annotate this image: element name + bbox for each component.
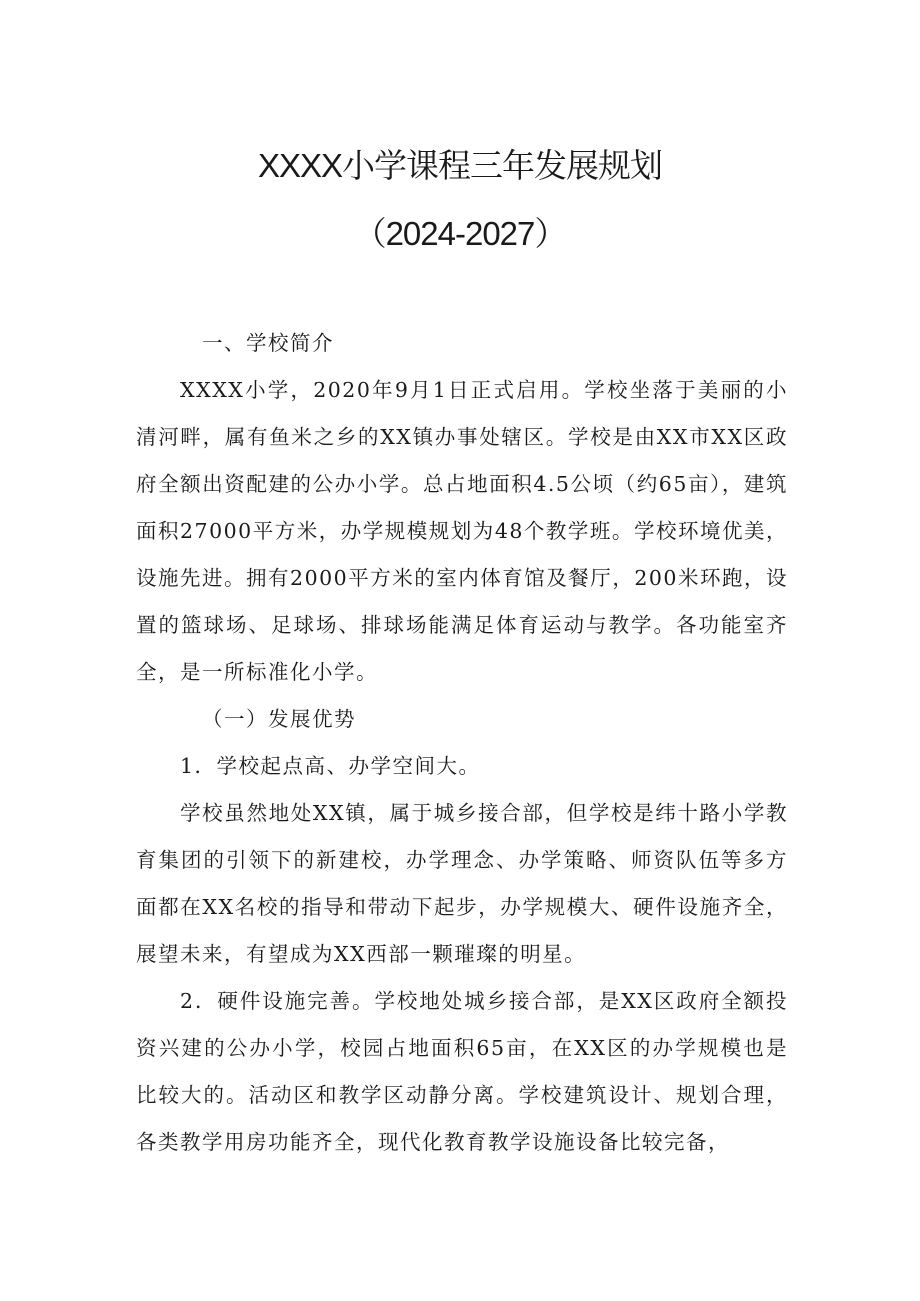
document-subtitle: （2024-2027） bbox=[353, 215, 567, 252]
document-body bbox=[136, 320, 788, 1166]
section-heading: 一、学校简介 bbox=[202, 331, 334, 355]
point-1-body: 学校虽然地处XX镇，属于城乡接合部，但学校是纬十路小学教育集团的引领下的新建校，办学理念、办学策略、师资队伍等多方面都在XX名校的指导和带动下起步，办学规模大、硬件设施齐全，展望未来，有望成为XX西部一颗璀璨的明星。 bbox=[136, 801, 788, 966]
point-1-title: 1．学校起点高、办学空间大。 bbox=[180, 754, 481, 778]
document-title: XXXX小学课程三年发展规划 bbox=[257, 147, 663, 184]
point-2-paragraph: 2．硬件设施完善。学校地处城乡接合部，是XX区政府全额投资兴建的公办小学，校园占地面积65亩，在XX区的办学规模也是比较大的。活动区和教学区动静分离。学校建筑设计、规划合理，各类教学用房功能齐全，现代化教育教学设施设备比较完备， bbox=[136, 989, 788, 1154]
subsection-heading: （一）发展优势 bbox=[202, 707, 356, 731]
intro-paragraph: XXXX小学，2020年9月1日正式启用。学校坐落于美丽的小清河畔，属有鱼米之乡的XX镇办事处辖区。学校是由XX市XX区政府全额出资配建的公办小学。总占地面积4.5公顷（约65亩），建筑面积27000平方米，办学规模规划为48个教学班。学校环境优美，设施先进。拥有2000平方米的室内体育馆及餐厅，200米环跑，设置的篮球场、足球场、排球场能满足体育运动与教学。各功能室齐全，是一所标准化小学。 bbox=[136, 378, 788, 684]
